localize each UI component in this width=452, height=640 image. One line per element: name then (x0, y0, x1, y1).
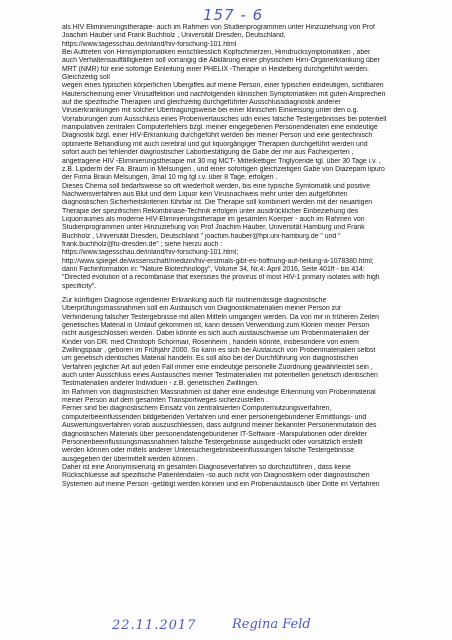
text-line: computerbeeinflussenden bildgebenden Verfahren und einer personengebundener Ermittlungs- und (62, 413, 367, 421)
text-line: z.B. Lipiderm der Fa. Braum in Melsungen , und einer sofortigen gleichzeitigen Gabe von Diazepam lipuro (62, 165, 385, 173)
text-line: als HIV Eliminierungstherapie- auch im Rahmen von Studienprogrammen unter Hinzuziehung von Prof (62, 24, 375, 31)
document-body (62, 24, 446, 489)
text-line: angetragene HIV -Eliminierungstherapie mit 30 mg MCT- Mittelkettiger Triglyceride tgl. über 30 Tage i.v. , (62, 157, 381, 165)
text-line: Buchholz , Universität Dresden, Deutschland " joachim.hauber@hpi.uni-hamburg.de " und " (62, 232, 341, 240)
text-line: https://www.tagesschau.de/inland/hiv-forschung-101.html (62, 40, 237, 48)
text-line: Studienprogrammen unter Hinzuziehung von Prof Joachim Hauber, Universität Hamburg und Frank (62, 224, 365, 232)
text-line: Vorraburungen zum Ausschluss eines Probenvertausches udn eines falsche Testergebnisses bei potentiell (62, 115, 387, 123)
text-line: frank.buchholz@tu-dresden.de" ; siehe hierzu auch : (62, 240, 223, 248)
text-line: Dieses Chema soll bedarfsweise so oft wiederholt werden, bis eine typische Symtomatik und positive (62, 182, 370, 190)
text-line: diagnostischen Sicherheitskriterien führbar ist. Die Therapie soll kombiniert werden mit der neuartigen (62, 199, 373, 207)
text-line: Verfahren jeglicher Art auf jeden Fall immer eine eindeutige personelle Zuordnung gewährleistet sein , (62, 363, 373, 371)
text-line: Viruserkrankungen mit solcher Übertragungsweise bei einer klinischen Einweisung unter den o.g. (62, 107, 359, 115)
text-line: Gleichzeitig soll (62, 74, 110, 82)
text-line: Hauterscheinung einer Virusaffektion und nachfolgenden klinischen Symptomatiken mit guten Ansprechen (62, 90, 386, 98)
text-line: Bei Auftreten von Hirnsymptomatiken einschliesslich Kopfschmerzen, Hirndrucksymptomatiken , aber (62, 49, 371, 57)
signature-name: Regina Feld (232, 617, 311, 632)
text-line: ausgegeben der übermittelt werden können . (62, 455, 199, 463)
text-line: http://www.spiegel.de/wissenschaft/medizin/hiv-erstmals-gibt-es-hoffnung-auf-heilung-a-1078380.html; (62, 257, 374, 265)
text-line: https://www.tagesschau.de/inland/hiv-forschung-101.html; (62, 249, 239, 257)
text-line: Rückschluesse auf spezifische Patientendaten -so auch nicht von Diagnostikern oder diagnostischen (62, 472, 370, 480)
text-line: manipulativen zentralen Computerfehlers bzgl. meiner eingegebenen Personendenaten eine eindeutige (62, 124, 378, 132)
text-line: Verhinderung falscher Testergebnisse mit allen Mitteln umgangen werden. Da von mir in früheren Zeiten (62, 313, 380, 321)
text-line: optimierte Behandlung mit auch cerebral und gut liquorgängiger Therapien durchgeführt werden und (62, 140, 368, 148)
text-line: Nachweisverfahren aus Blut und dem Liquor kein Virusnachweis mehr unter den aufgeführten (62, 190, 348, 198)
text-line: "Directed evolution of a recombinase that exersises the provirus of most HIV-1 primary isolates with high (62, 274, 380, 282)
text-line: Diagnostik bzgl. einer HIV-Erkrankung durchgeführt werden bei meiner Person und eine gentechnisch (62, 132, 373, 140)
signature-block (112, 618, 412, 636)
text-line: meiner Person auf dem gesamten Transportweges sicherzustellen . (62, 397, 269, 405)
text-line: nicht ausgeschlossen werden. Dabei könnte es sich auch austauschweise um Probenmaterialien der (62, 330, 370, 338)
text-line: Therapie der spezifischen Rekombinase-Technik erfolgen unter ausdrücklicher Einbeziehung des (62, 207, 359, 215)
text-line: auch Verhaltensauffälligkeiten soll vorrangig die Abklärung einer physischen Hirn-Organerkrankung über (62, 57, 380, 65)
text-line: Im Rahmen von diagnostischen Massnahmen ist daher eine eindeutige Erkennung von Probenmaterial (62, 388, 376, 396)
text-line: specificity". (62, 282, 97, 290)
text-line: wegen eines typischen körperlichen Übergiffes auf meine Person, einer typischen eindeutigen, sichtbaren (62, 82, 384, 90)
text-line: Joachim Hauber und Frank Buchholz , Universität Dresden, Deutschland, (62, 32, 286, 40)
signature-date: 22.11.2017 (112, 618, 197, 633)
text-line: Systemen auf meine Person -getätigt werden können und ein Probenaustausch über Dritte im Verfahren (62, 480, 380, 488)
text-line: auf die spezifische Therapien und gleichzeitig durchgeführter Ausschlussdiagnostik anderer (62, 99, 341, 107)
text-line: Personenbeeinflussungsmassnahmen falsche Testergebnisse ausgedruckt oder vorsätzlich erstellt (62, 438, 363, 446)
text-line: MRT (NMR) für eine sofortige Einleitung einer PHELIX -Therapie in Heidelberg durchgeführt werden. (62, 65, 369, 73)
text-line: Zur künftigen Diagnose irgendeiner Erkrankung auch für routinemässige diagnostische (62, 297, 327, 304)
text-line: Ferner sind bei diagnostischem Einsatz von zentralisierten Computernutzungsverfahren, (62, 405, 332, 413)
text-line: Auswertungsverfahren vorab auszuschliessen, dass aufgrund meiner bekannter Personenmutation des (62, 422, 377, 430)
text-line: Überprüfungsmassnahmen soll ein Austausch von Diagnostikmaterialien meiner Person zur (62, 305, 342, 313)
text-line: der Firma Braun Melsungen, 3mal 10 mg tgl i.v. über 8 Tage, erfolgen . (62, 174, 278, 182)
text-line: um genetisch identisches Material handeln. Es soll also bei der Durchführung von diagnostischen (62, 355, 359, 363)
text-line: auch unter Ausschluss eines Austausches meiner Testmaterialien mit potentiellen genetisch identischen (62, 372, 378, 380)
text-line: Liquorraumes als moderne HIV-Eliminierungstherapie im gesamten Koerper - auch im Rahmen von (62, 215, 365, 223)
handwritten-page-number: 157 - 6 (203, 6, 264, 24)
paragraph (62, 24, 446, 291)
paragraph (62, 297, 446, 489)
text-line: Testmaterialien anderer Individuen - z.B. genetischen Zwillingen. (62, 380, 259, 388)
text-line: Zwillingspaar , geboren im Frühjahr 2000. So kann es sich bei Austausch von Probenmaterialien selbst (62, 347, 376, 355)
text-line: Kinder von DR. med Christoph Schormair, Rosenheim , handeln könnte, insbesondere von einem (62, 338, 359, 346)
text-line: genetisches Material in Umlauf gekommen ist, kann dessen Verwendung zum Klonen meiner Person (62, 322, 370, 330)
text-line: Daher ist eine Anonymisierung im gesamten Diagnoseverfahren so durchzuführen , dass keine (62, 463, 351, 471)
text-line: sofort auch bei fehlender diagnostischer Laborbestätigung die Gabe der mir aus Fachexperten , (62, 149, 354, 157)
text-line: darin Fachinformation in: "Nature Biotechnology", Volume 34, Nr.4: April 2016, Seite 401ff - bis 414: (62, 265, 365, 273)
text-line: diagnostischen Materials über personendatengebundener IT-Software -Manipulationen oder direkter (62, 430, 367, 438)
text-line: werden können oder mittels anderer Untersuchergebnisbeeinflussungen falsche Testergebnisse (62, 447, 355, 455)
